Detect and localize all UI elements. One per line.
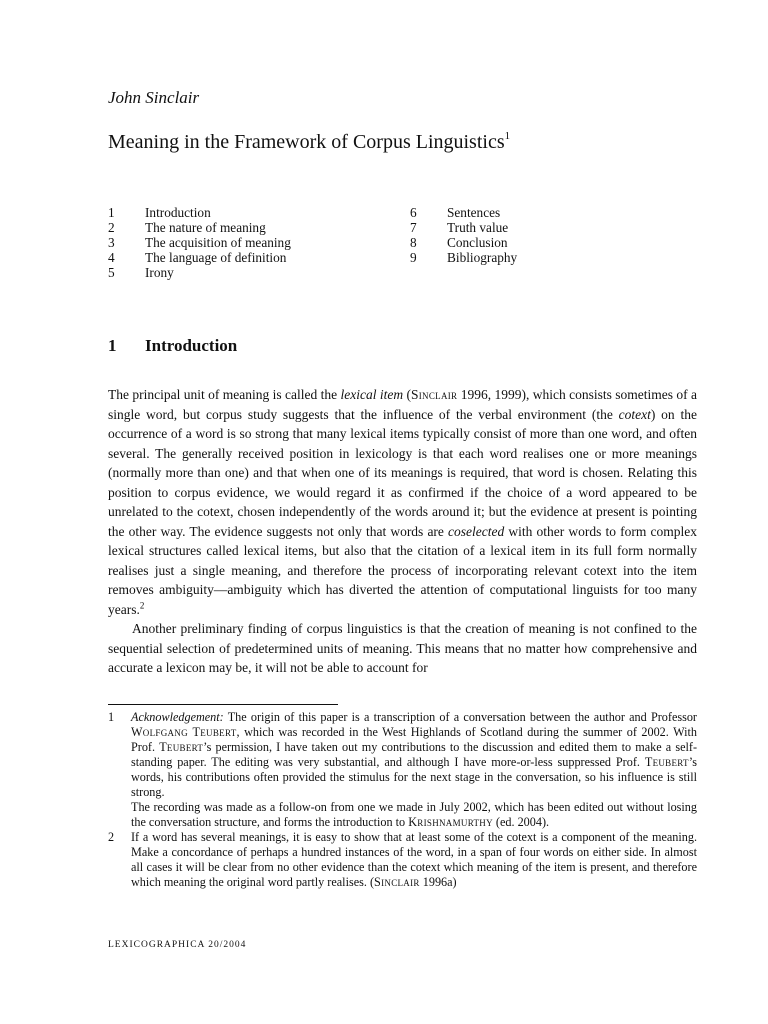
toc-item-label: Truth value	[447, 220, 509, 235]
footnote-number: 2	[108, 830, 115, 844]
footnote-divider	[108, 704, 338, 705]
toc-item-label: Conclusion	[447, 235, 508, 250]
text-run: ’s words, his contributions often provided the stimulus for the next stage in the conversation, so his influence is still strong.	[131, 755, 697, 799]
text-run: (	[403, 387, 411, 402]
author-name: John Sinclair	[108, 88, 200, 107]
text-run: with other words to form complex lexical structures called lexical items, but also that the citation of a lexical item in its full form normally realises just a single meaning, and therefore the process of incorporating relevant cotext into the item removes ambiguity—ambiguity which has diverted the attention of computational linguists for too many years.	[108, 523, 697, 617]
toc-item-label: The language of definition	[145, 250, 287, 265]
paper-title	[108, 130, 510, 154]
section-heading	[108, 336, 237, 356]
term-coselected: coselected	[448, 523, 505, 539]
text-run: The principal unit of meaning is called the	[108, 387, 341, 402]
toc-item-number: 9	[410, 250, 417, 265]
footnote-marker[interactable]: 2	[139, 600, 145, 610]
section-number: 1	[108, 336, 117, 355]
section-title: Introduction	[145, 336, 238, 355]
term-lexical-item: lexical item	[340, 387, 404, 402]
toc-item-label: Bibliography	[447, 250, 518, 265]
citation-author: Krishnamurthy	[408, 815, 493, 829]
body-text	[108, 385, 697, 678]
text-run: 1996, 1999), which consists sometimes of a single word, but corpus study suggests that the influence of the verbal environment (the	[108, 387, 697, 422]
toc-item-number: 2	[108, 220, 115, 235]
person-name: Wolfgang Teubert	[131, 725, 237, 739]
toc-item-number: 4	[108, 250, 115, 265]
person-name: Teubert	[159, 740, 204, 754]
footnote	[108, 710, 697, 830]
toc-item-number: 3	[108, 235, 115, 250]
text-run: 1996a)	[419, 875, 457, 889]
toc-item[interactable]	[410, 235, 517, 250]
toc-item-label: Sentences	[447, 205, 501, 220]
toc-item-label: The nature of meaning	[145, 220, 266, 235]
footnote-text	[131, 710, 697, 830]
table-of-contents-right	[410, 205, 517, 265]
paragraph	[108, 385, 697, 619]
text-run: The recording was made as a follow-on from one we made in July 2002, which has been edited out without losing the conversation structure, and forms the introduction to	[131, 800, 697, 829]
toc-item-number: 7	[410, 220, 417, 235]
toc-item-number: 8	[410, 235, 417, 250]
toc-item[interactable]	[108, 235, 291, 250]
toc-item[interactable]	[410, 205, 517, 220]
running-footer: LEXICOGRAPHICA 20/2004	[108, 940, 247, 950]
toc-item[interactable]	[410, 220, 517, 235]
footnote	[108, 830, 697, 890]
table-of-contents-left	[108, 205, 291, 280]
footnote-paragraph	[131, 800, 697, 830]
toc-item[interactable]	[108, 205, 291, 220]
footnote-text	[131, 830, 697, 890]
toc-item-label: The acquisition of meaning	[145, 235, 291, 250]
toc-item-number: 1	[108, 205, 115, 220]
toc-item-number: 6	[410, 205, 417, 220]
paragraph: Another preliminary finding of corpus linguistics is that the creation of meaning is not confined to the sequential selection of predetermined units of meaning. This means that no matter how comprehensive and accurate a lexicon may be, it will not be able to account for	[108, 621, 697, 675]
toc-item[interactable]	[410, 250, 517, 265]
text-run: ) on the occurrence of a word is so strong that many lexical items typically consist of more than one word, and often several. The generally received position in lexicology is that each word realises one or more meanings (normally more than one) and that when one of its meanings is required, that word is chosen. Relating this position to corpus evidence, we would regard it as confirmed if the choice of a word appeared to be unrelated to the cotext, chosen independently of the words around it; but the evidence at present is pointing the other way. The evidence suggests not only that words are	[108, 406, 697, 539]
person-name: Teubert	[644, 755, 689, 769]
toc-item-label: Introduction	[145, 205, 211, 220]
text-run: , which was recorded in the West Highlands of Scotland during the summer of 2002. With Prof.	[131, 725, 697, 754]
text-run: (ed. 2004).	[492, 815, 550, 829]
toc-item-label: Irony	[145, 265, 174, 280]
footnote-number: 1	[108, 710, 115, 724]
toc-item[interactable]	[108, 265, 291, 280]
toc-item[interactable]	[108, 220, 291, 235]
text-run: The origin of this paper is a transcription of a conversation between the author and Professor	[223, 710, 697, 724]
toc-item-number: 5	[108, 265, 115, 280]
title-footnote-marker[interactable]: 1	[504, 130, 511, 142]
citation-author: Sinclair	[374, 875, 420, 889]
term-cotext: cotext	[618, 406, 651, 422]
toc-item[interactable]	[108, 250, 291, 265]
citation-author: Sinclair	[410, 387, 458, 402]
footnote-paragraph	[131, 830, 697, 890]
footnote-paragraph	[131, 710, 697, 800]
footnote-label: Acknowledgement:	[131, 710, 224, 724]
footnotes	[108, 710, 697, 890]
text-run: ’s permission, I have taken out my contributions to the discussion and edited them to make a self-standing paper. The editing was very substantial, and although I have more-or-less suppressed Prof.	[131, 740, 697, 769]
paper-title-text: Meaning in the Framework of Corpus Linguistics	[108, 131, 505, 153]
text-run: If a word has several meanings, it is easy to show that at least some of the cotext is a component of the meaning. Make a concordance of perhaps a hundred instances of the word, in a span of four words on either side. In almost all cases it will be clear from no other evidence than the cotext which meaning of the item is present, and therefore which meaning the original word partly realises. (	[131, 830, 697, 889]
